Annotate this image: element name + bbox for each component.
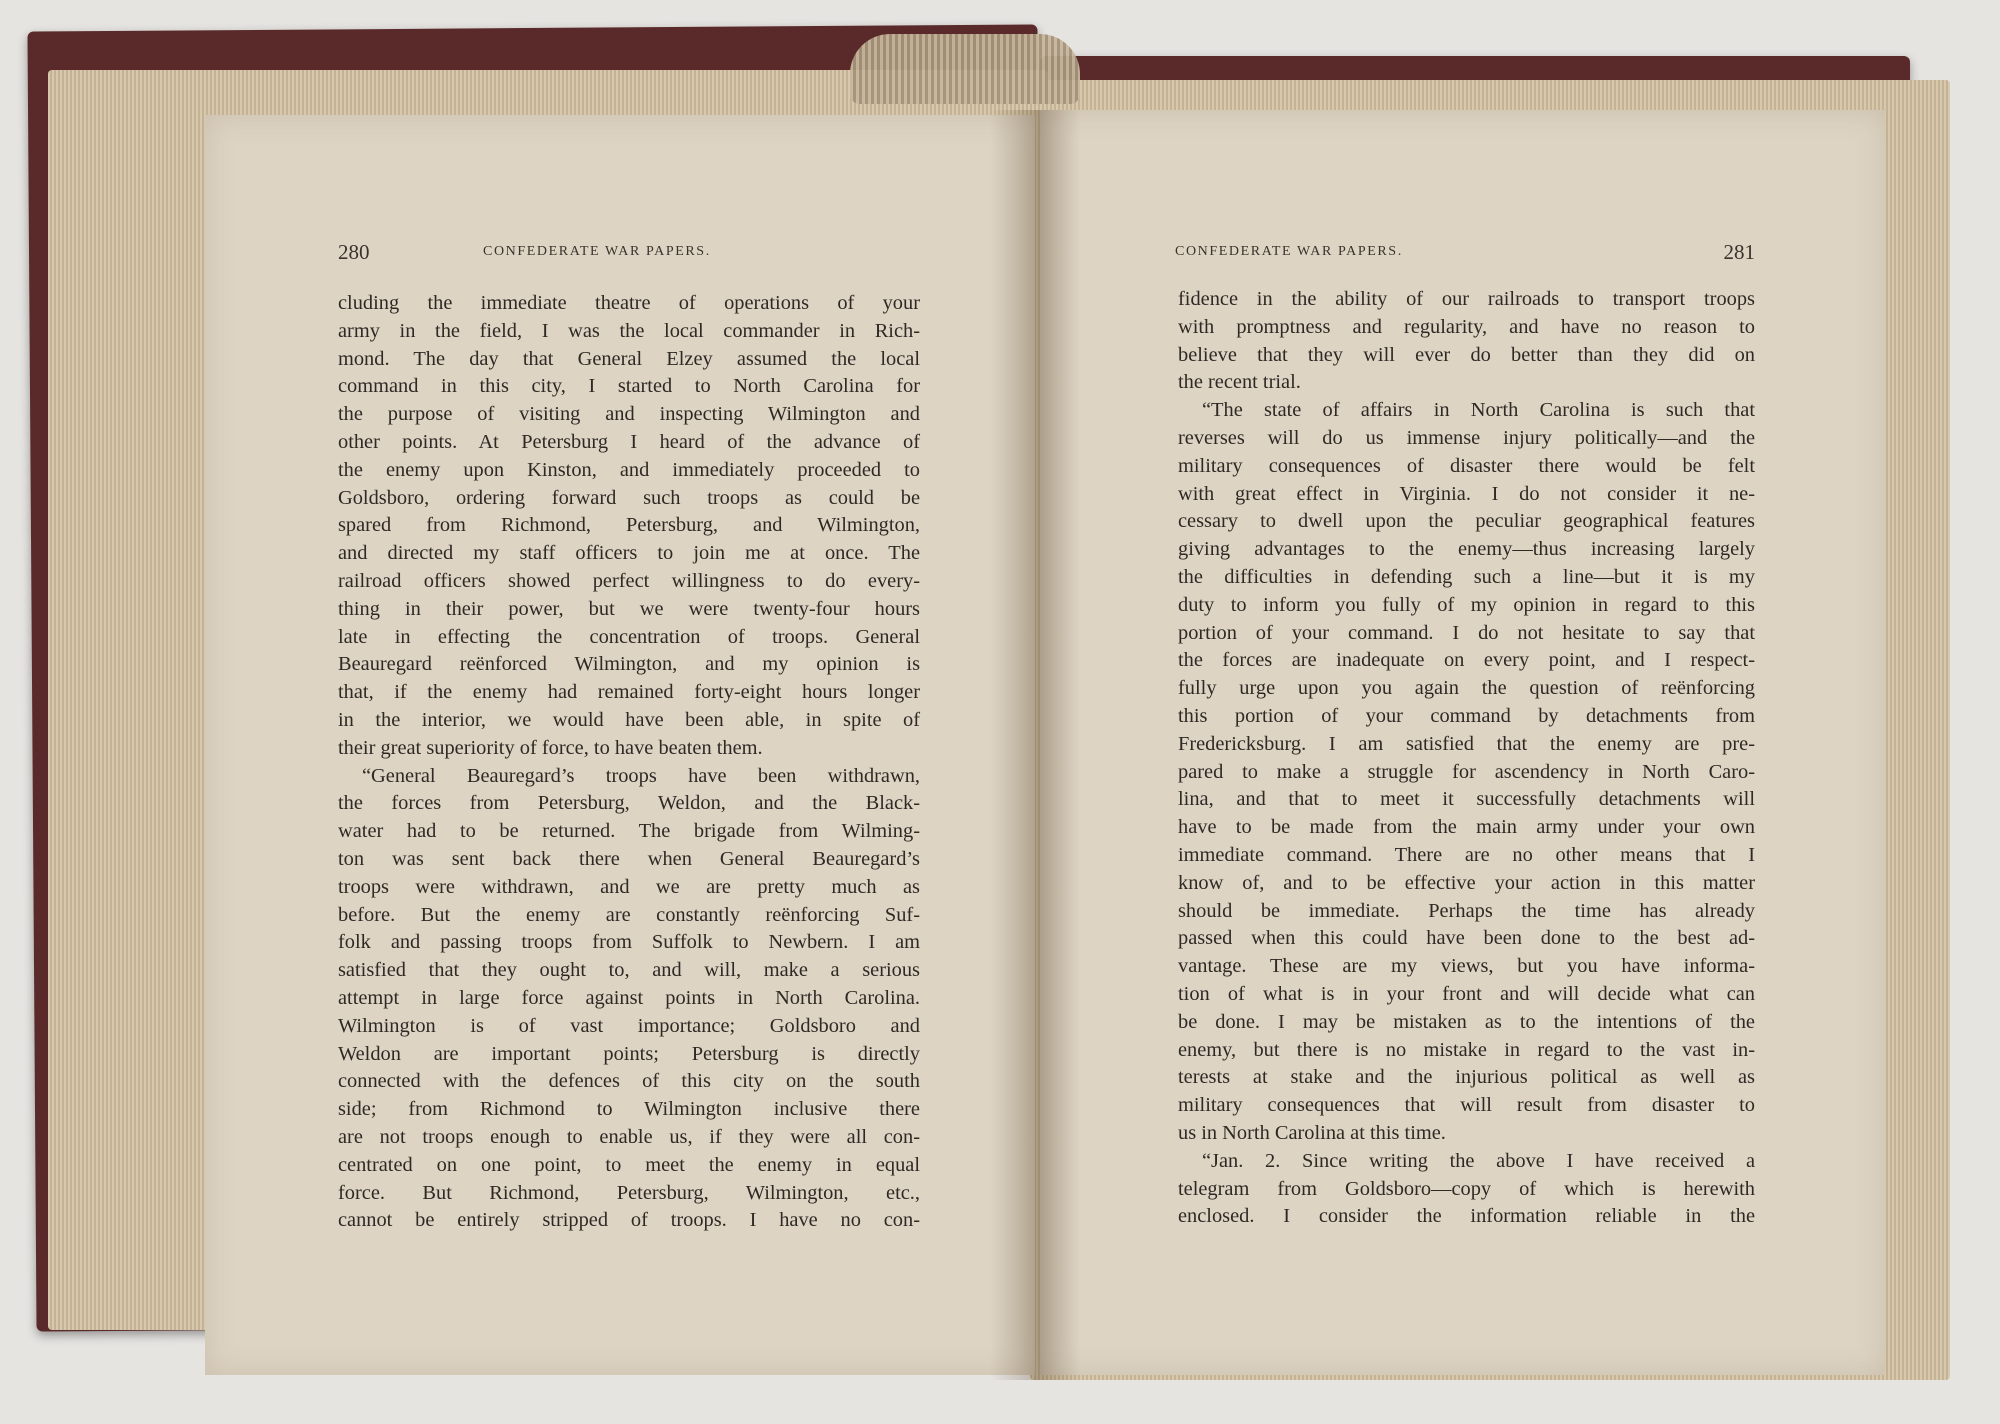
text-line: side; from Richmond to Wilmington inclusive there [338, 1098, 920, 1121]
text-line: cluding the immediate theatre of operations of your [338, 292, 920, 314]
text-line: centrated on one point, to meet the enemy in equal [338, 1153, 920, 1176]
text-line: believe that they will ever do better than they did on [1178, 343, 1755, 366]
text-line: giving advantages to the enemy—thus increasing largely [1178, 538, 1755, 561]
text-line: army in the field, I was the local commander in Rich- [338, 319, 920, 342]
frayed-spine [850, 34, 1080, 104]
text-line: thing in their power, but we were twenty-four hours [338, 597, 920, 620]
text-line: and directed my staff officers to join me at once. The [338, 542, 920, 565]
text-line: water had to be returned. The brigade from Wilming- [338, 820, 920, 843]
text-line: troops were withdrawn, and we are pretty much as [338, 875, 920, 898]
right-page-number: 281 [1723, 240, 1755, 264]
left-page-header [338, 240, 918, 270]
text-line: reverses will do us immense injury politically—and the [1178, 426, 1755, 449]
text-line: late in effecting the concentration of troops. General [338, 625, 920, 648]
text-line: should be immediate. Perhaps the time has already [1178, 899, 1755, 922]
text-line: Weldon are important points; Petersburg is directly [338, 1042, 920, 1065]
text-line: Goldsboro, ordering forward such troops as could be [338, 486, 920, 509]
text-line: force. But Richmond, Petersburg, Wilmington, etc., [338, 1181, 920, 1204]
text-line: have to be made from the main army under your own [1178, 816, 1755, 839]
text-line: with promptness and regularity, and have no reason to [1178, 315, 1755, 338]
text-line: terests at stake and the injurious political as well as [1178, 1066, 1755, 1089]
text-line: satisfied that they ought to, and will, make a serious [338, 959, 920, 982]
text-line: enclosed. I consider the information reliable in the [1178, 1205, 1755, 1228]
text-line: their great superiority of force, to have beaten them. [338, 736, 763, 759]
text-line: duty to inform you fully of my opinion in regard to this [1178, 593, 1755, 616]
text-line: connected with the defences of this city on the south [338, 1070, 920, 1093]
right-page-header [1175, 240, 1755, 270]
text-line: spared from Richmond, Petersburg, and Wilmington, [338, 514, 920, 537]
text-line: the purpose of visiting and inspecting Wilmington and [338, 403, 920, 426]
text-line: in the interior, we would have been able, in spite of [338, 708, 920, 731]
text-line: vantage. These are my views, but you have informa- [1178, 955, 1755, 978]
text-line: command in this city, I started to North Carolina for [338, 375, 920, 398]
text-line: lina, and that to meet it successfully detachments will [1178, 788, 1755, 811]
text-line: enemy, but there is no mistake in regard to the vast in- [1178, 1038, 1755, 1061]
text-line: military consequences of disaster there would be felt [1178, 454, 1755, 477]
text-line: attempt in large force against points in North Carolina. [338, 986, 920, 1009]
text-line: us in North Carolina at this time. [1178, 1121, 1446, 1144]
left-page-body [338, 290, 920, 1235]
text-line: “Jan. 2. Since writing the above I have received a [1202, 1149, 1755, 1172]
text-line: cannot be entirely stripped of troops. I have no con- [338, 1209, 920, 1232]
text-line: that, if the enemy had remained forty-eight hours longer [338, 681, 920, 704]
book-gutter [990, 110, 1080, 1380]
text-line: Wilmington is of vast importance; Goldsboro and [338, 1014, 920, 1037]
text-line: pared to make a struggle for ascendency in North Caro- [1178, 760, 1755, 783]
text-line: know of, and to be effective your action in this matter [1178, 871, 1755, 894]
text-line: be done. I may be mistaken as to the intentions of the [1178, 1010, 1755, 1033]
text-line: other points. At Petersburg I heard of the advance of [338, 430, 920, 453]
text-line: tion of what is in your front and will decide what can [1178, 982, 1755, 1005]
text-line: this portion of your command by detachments from [1178, 704, 1755, 727]
text-line: are not troops enough to enable us, if they were all con- [338, 1125, 920, 1148]
text-line: fidence in the ability of our railroads to transport troops [1178, 288, 1755, 310]
right-page-body [1178, 286, 1755, 1231]
text-line: “General Beauregard’s troops have been withdrawn, [362, 764, 920, 787]
text-line: portion of your command. I do not hesitate to say that [1178, 621, 1755, 644]
text-line: the recent trial. [1178, 371, 1301, 394]
text-line: the forces from Petersburg, Weldon, and the Black- [338, 792, 920, 815]
text-line: “The state of affairs in North Carolina is such that [1202, 399, 1755, 422]
text-line: telegram from Goldsboro—copy of which is herewith [1178, 1177, 1755, 1200]
text-line: the forces are inadequate on every point, and I respect- [1178, 649, 1755, 672]
text-line: fully urge upon you again the question of reënforcing [1178, 677, 1755, 700]
text-line: passed when this could have been done to the best ad- [1178, 927, 1755, 950]
left-page-number: 280 [338, 240, 370, 264]
text-line: the difficulties in defending such a line—but it is my [1178, 565, 1755, 588]
text-line: Fredericksburg. I am satisfied that the enemy are pre- [1178, 732, 1755, 755]
text-line: the enemy upon Kinston, and immediately proceeded to [338, 458, 920, 481]
text-line: Beauregard reënforced Wilmington, and my opinion is [338, 653, 920, 676]
text-line: railroad officers showed perfect willingness to do every- [338, 569, 920, 592]
right-running-head: CONFEDERATE WAR PAPERS. [1175, 244, 1403, 259]
left-running-head: CONFEDERATE WAR PAPERS. [483, 244, 711, 259]
text-line: folk and passing troops from Suffolk to Newbern. I am [338, 931, 920, 954]
text-line: before. But the enemy are constantly reënforcing Suf- [338, 903, 920, 926]
text-line: ton was sent back there when General Beauregard’s [338, 847, 920, 870]
text-line: cessary to dwell upon the peculiar geographical features [1178, 510, 1755, 533]
text-line: mond. The day that General Elzey assumed the local [338, 347, 920, 370]
text-line: with great effect in Virginia. I do not consider it ne- [1178, 482, 1755, 505]
text-line: military consequences that will result from disaster to [1178, 1094, 1755, 1117]
text-line: immediate command. There are no other means that I [1178, 843, 1755, 866]
